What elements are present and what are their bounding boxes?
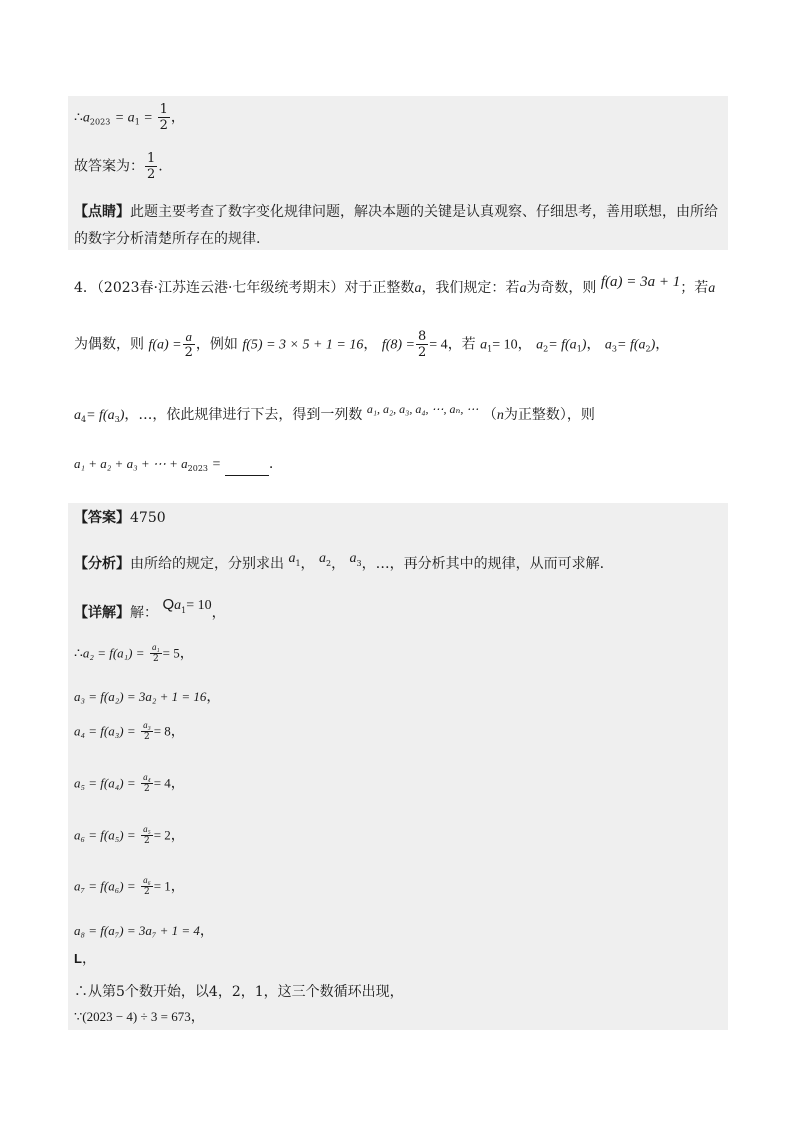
tip-line-2: 的数字分析清楚所存在的规律. <box>74 231 261 247</box>
question-4-line-1: 4．（2023春·江苏连云港·七年级统考期末）对于正整数a，我们规定：若a为奇数，则 f(a) = 3a + 1；若a <box>74 274 716 296</box>
rule-odd: f(a) = 3a + 1 <box>600 274 681 290</box>
prev-answer-line: 故答案为： $\frac{1}{2}$ . <box>74 151 163 182</box>
example-2-fraction: $\frac{8}{2}$ <box>418 329 427 360</box>
step-a6: a₆ = f(a₅) = $\frac{\text{a₅}}{2}$ = 2， <box>74 824 185 846</box>
detail-line: 【详解】解： $Qa^1= 10$， <box>74 596 226 621</box>
answer-line: 【答案】4750 <box>74 510 166 526</box>
answer-fraction: $\frac{1}{2}$ <box>147 151 156 182</box>
step-a7: a₇ = f(a₆) = $\frac{\text{a₆}}{2}$ = 1， <box>74 875 185 897</box>
sequence: a₁, a₂, a₃, a₄, ⋯, aₙ, ⋯ <box>366 402 479 416</box>
ellipsis-line: L， <box>74 951 96 967</box>
answer-band <box>68 503 728 1030</box>
step-a3: a₃ = f(a₂) = 3a₂ + 1 = 16， <box>74 689 221 705</box>
sum-expression: a₁ + a₂ + a₃ + ⋯ + a <box>74 456 188 471</box>
question-4-line-4: a₁ + a₂ + a₃ + ⋯ + $a_{2023}$ = . <box>74 455 273 478</box>
division-line: ∵(2023 − 4) ÷ 3 = 673， <box>74 1009 205 1025</box>
step-a4: a₄ = f(a₃) = $\frac{\text{a₃}}{2}$ = 8， <box>74 720 185 742</box>
analysis-line: 【分析】由所给的规定，分别求出 $a^1$， $a^2$， $a^3$，…，再分析其中的规律，从而可求解. <box>74 551 605 572</box>
half-fraction: $\frac{1}{2}$ <box>159 102 168 133</box>
rule-even-fraction: $\frac{a}{2}$ <box>184 329 193 360</box>
prev-result-line: $\therefore a_{2023} = a_1$ = $\frac{1}{2}$ ， <box>74 102 185 133</box>
question-4-line-2: 为偶数，则 f(a) = $\frac{a}{2}$ ，例如 f(5) = 3 × 5 + 1 = 16， f(8) = $\frac{8}{2}$ = 4，若 $a_1= 10$， $a_2= f(a_1)$， $a_3= f(a_2)$， <box>74 329 670 360</box>
step-a5: a₅ = f(a₄) = $\frac{\text{a₄}}{2}$ = 4， <box>74 772 185 794</box>
cycle-line: ∴从第5个数开始，以4，2，1，这三个数循环出现， <box>74 984 404 1000</box>
step-a8: a₈ = f(a₇) = 3a₇ + 1 = 4， <box>74 923 214 939</box>
tip-line-1: 【点睛】此题主要考查了数字变化规律问题，解决本题的关键是认真观察、仔细思考，善用联想，由所给 <box>74 204 718 220</box>
example-1: f(5) = 3 × 5 + 1 = 16 <box>242 337 364 353</box>
answer-blank <box>225 463 269 476</box>
step-a2: ∴a₂ = f(a₁) = $\frac{\text{a₁}}{2}$ = 5， <box>74 642 194 664</box>
question-4-line-3: $a_4= f(a_3)$，…，依此规律进行下去，得到一列数 a₁, a₂, a₃, a₄, ⋯, aₙ, ⋯ （n为正整数），则 <box>74 402 595 424</box>
